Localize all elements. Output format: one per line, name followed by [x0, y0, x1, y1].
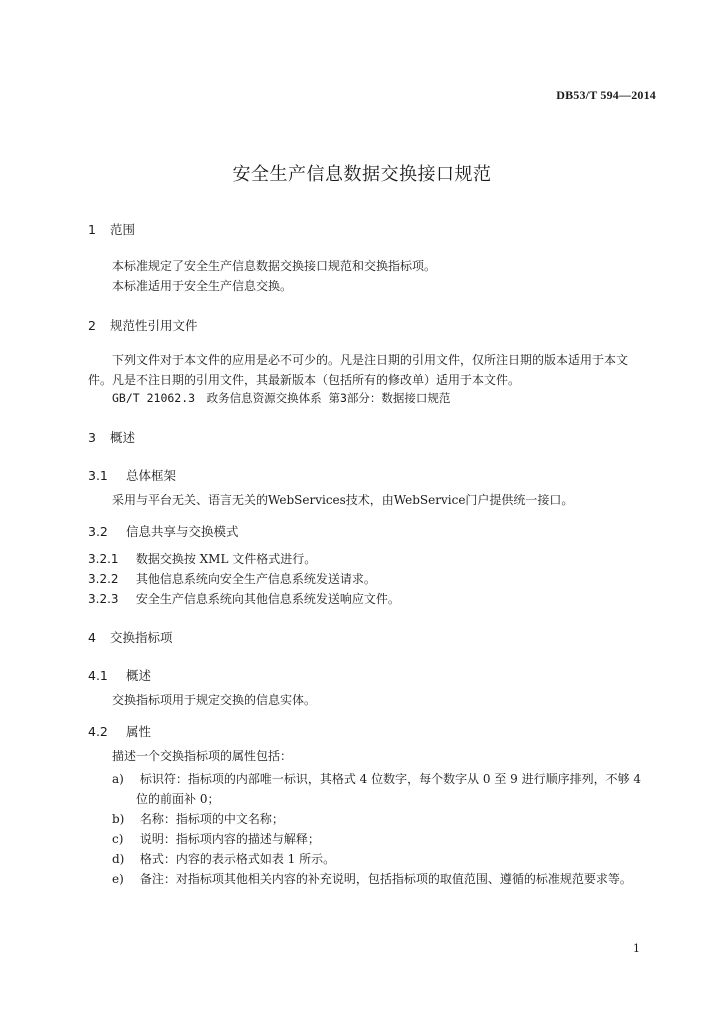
- section-title: 总体框架: [125, 468, 176, 483]
- clause-text: 安全生产信息系统向其他信息系统发送响应文件。: [135, 592, 400, 606]
- paragraph: 下列文件对于本文件的应用是必不可少的。凡是注日期的引用文件，仅所注日期的版本适用于本文: [112, 353, 629, 367]
- section-1-heading: [88, 220, 135, 238]
- document-id: DB53/T 594—2014: [556, 88, 656, 102]
- section-title: 属性: [125, 724, 151, 739]
- section-number: 2: [88, 318, 96, 333]
- section-title: 范围: [109, 222, 135, 237]
- list-item-text: 说明：指标项内容的描述与解释；: [139, 832, 320, 846]
- section-3-2-heading: [88, 522, 239, 540]
- list-item: [112, 830, 320, 847]
- section-title: 概述: [125, 668, 151, 683]
- section-title: 交换指标项: [109, 630, 173, 645]
- document-title: 安全生产信息数据交换接口规范: [232, 164, 492, 185]
- section-number: 1: [88, 222, 96, 237]
- list-marker: a): [112, 772, 124, 786]
- clause-number: 3.2.2: [88, 572, 119, 586]
- normative-reference: GB/T 21062.3 政务信息资源交换体系 第3部分：数据接口规范: [112, 391, 451, 405]
- section-title: 概述: [109, 430, 135, 445]
- section-number: 3.1: [88, 468, 108, 483]
- clause-3-2-3: [88, 590, 400, 607]
- section-number: 4: [88, 630, 96, 645]
- list-item: [112, 810, 284, 827]
- section-title: 信息共享与交换模式: [125, 524, 239, 539]
- section-4-2-heading: [88, 722, 151, 740]
- section-4-heading: [88, 628, 173, 646]
- list-item-text: 名称：指标项的中文名称；: [139, 812, 284, 826]
- clause-number: 3.2.3: [88, 592, 119, 606]
- paragraph: 本标准规定了安全生产信息数据交换接口规范和交换指标项。: [112, 259, 437, 273]
- paragraph: 件。凡是不注日期的引用文件，其最新版本（包括所有的修改单）适用于本文件。: [88, 373, 521, 387]
- section-number: 3.2: [88, 524, 108, 539]
- list-item: [112, 870, 632, 887]
- paragraph: 采用与平台无关、语言无关的WebServices技术，由WebService门户提供统一接口。: [112, 493, 574, 507]
- list-item: [112, 850, 335, 867]
- clause-text: 其他信息系统向安全生产信息系统发送请求。: [135, 572, 376, 586]
- list-marker: c): [112, 832, 124, 846]
- list-item-text: 备注：对指标项其他相关内容的补充说明，包括指标项的取值范围、遵循的标准规范要求等。: [139, 872, 632, 886]
- paragraph: 本标准适用于安全生产信息交换。: [112, 279, 293, 293]
- section-3-1-heading: [88, 466, 176, 484]
- list-marker: e): [112, 872, 124, 886]
- section-title: 规范性引用文件: [109, 318, 198, 333]
- page-number: 1: [633, 942, 640, 955]
- section-3-heading: [88, 428, 135, 446]
- list-item-text: 标识符：指标项的内部唯一标识，其格式 4 位数字，每个数字从 0 至 9 进行顺序排列，不够 4: [139, 772, 642, 786]
- section-number: 4.1: [88, 668, 108, 683]
- paragraph: 交换指标项用于规定交换的信息实体。: [112, 693, 317, 707]
- list-item-text: 格式：内容的表示格式如表 1 所示。: [139, 852, 336, 866]
- section-4-1-heading: [88, 666, 151, 684]
- clause-3-2-1: [88, 550, 316, 567]
- list-item: [112, 770, 641, 787]
- clause-3-2-2: [88, 570, 376, 587]
- section-number: 4.2: [88, 724, 108, 739]
- list-marker: b): [112, 812, 125, 826]
- paragraph: 描述一个交换指标项的属性包括：: [112, 749, 293, 763]
- clause-text: 数据交换按 XML 文件格式进行。: [135, 552, 317, 566]
- section-number: 3: [88, 430, 96, 445]
- list-item-continuation: 位的前面补 0；: [136, 792, 220, 806]
- clause-number: 3.2.1: [88, 552, 119, 566]
- list-marker: d): [112, 852, 125, 866]
- section-2-heading: [88, 316, 198, 334]
